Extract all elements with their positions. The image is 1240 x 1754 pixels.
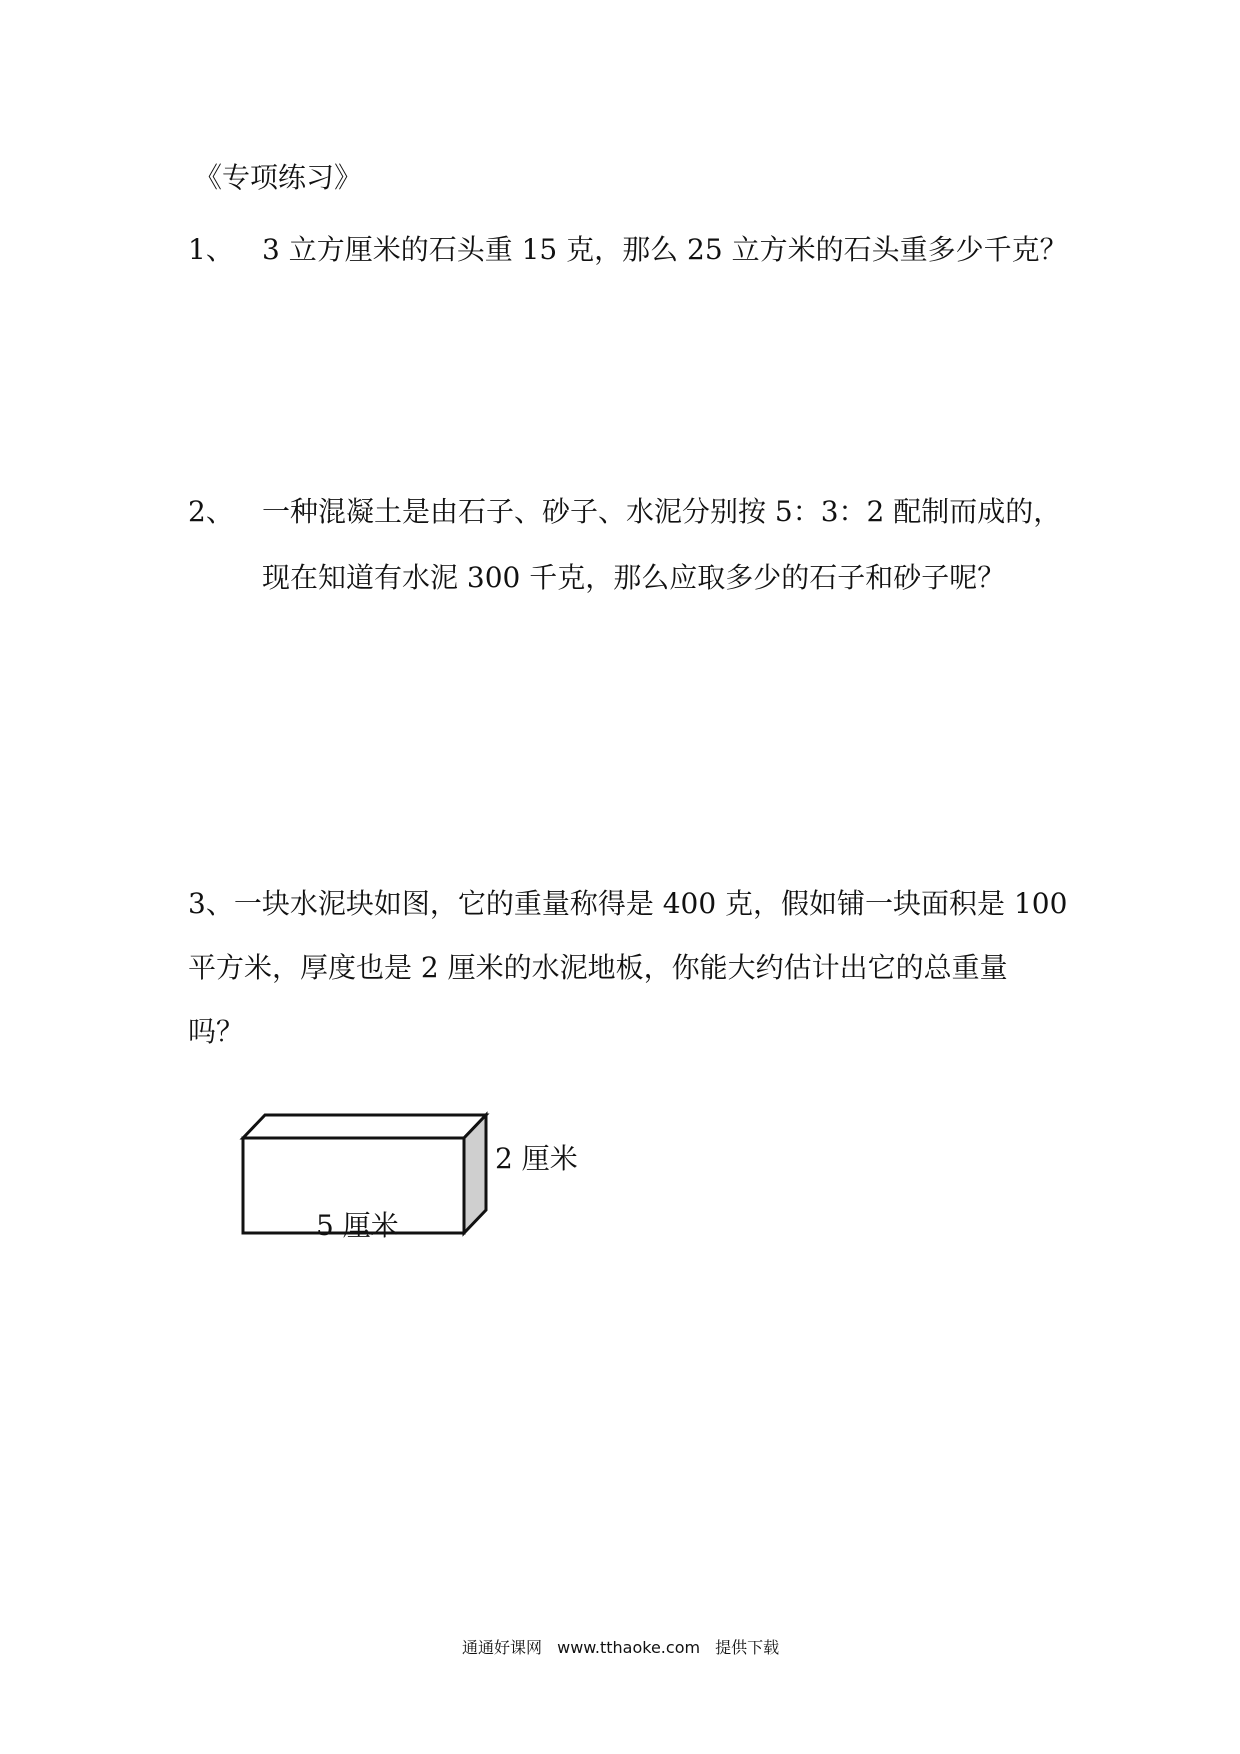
footer-suffix: 提供下载 — [715, 1638, 780, 1657]
question-3-line-3: 吗？ — [188, 1015, 245, 1048]
question-2-line-2: 现在知道有水泥 300 千克，那么应取多少的石子和砂子呢？ — [262, 561, 1006, 594]
footer — [462, 1638, 789, 1658]
length-label: 5 厘米 — [316, 1209, 399, 1242]
question-1-number: 1、 — [188, 233, 234, 266]
question-3-line-2: 平方米，厚度也是 2 厘米的水泥地板，你能大约估计出它的总重量 — [188, 951, 1008, 984]
question-1-text: 3 立方厘米的石头重 15 克，那么 25 立方米的石头重多少千克？ — [262, 233, 1068, 266]
height-label: 2 厘米 — [495, 1142, 578, 1175]
question-3-line-1: 3、一块水泥块如图，它的重量称得是 400 克，假如铺一块面积是 100 — [188, 887, 1068, 920]
block-top-face — [243, 1115, 486, 1138]
footer-site-name: 通通好课网 — [462, 1638, 543, 1657]
block-side-face — [464, 1115, 486, 1233]
page-title: 《专项练习》 — [194, 161, 363, 194]
concrete-block-diagram — [236, 1106, 596, 1256]
footer-url: www.tthaoke.com — [557, 1638, 701, 1657]
question-2-line-1: 一种混凝土是由石子、砂子、水泥分别按 5：3：2 配制而成的， — [262, 495, 1062, 528]
question-2-number: 2、 — [188, 495, 234, 528]
